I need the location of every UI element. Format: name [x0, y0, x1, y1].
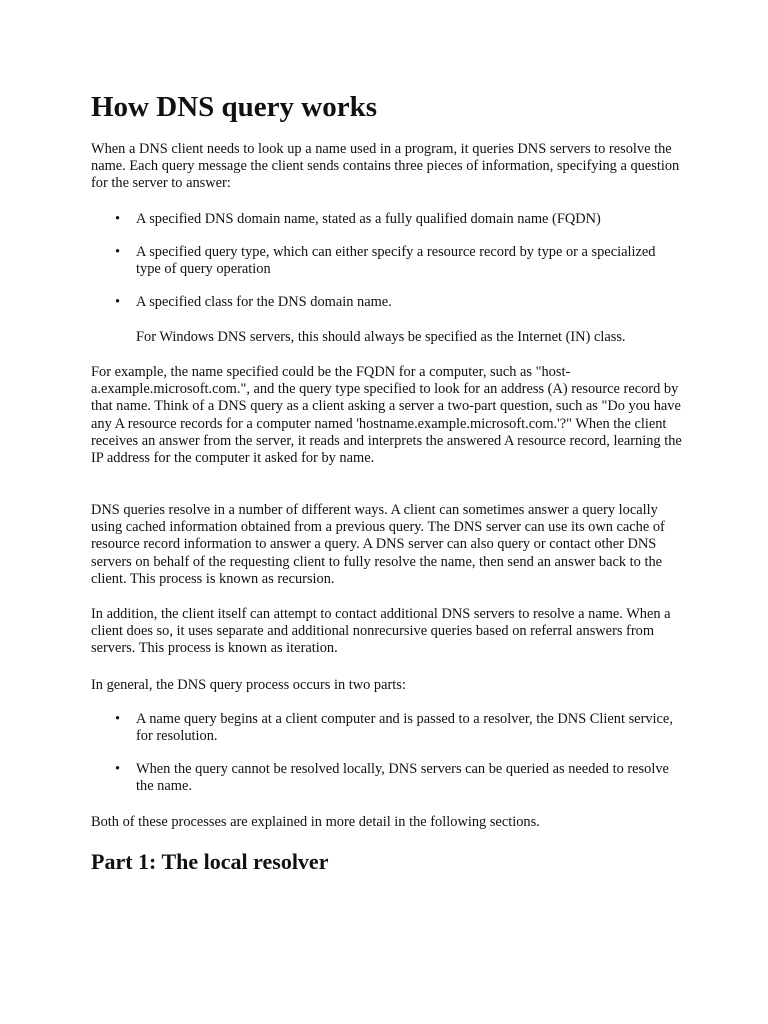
iteration-paragraph: In addition, the client itself can attempt to contact additional DNS servers to resolve a name. When a client does so, it uses separate and additional nonrecursive queries based on referral answers from servers. This process is known as iteration.	[91, 606, 671, 657]
intro-paragraph: When a DNS client needs to look up a name used in a program, it queries DNS servers to resolve the name. Each query message the client sends contains three pieces of information, specifying a question for the server to answer:	[91, 141, 680, 192]
resolve-paragraph: DNS queries resolve in a number of different ways. A client can sometimes answer a query locally using cached information obtained from a previous query. The DNS server can use its own cache of resource record information to answer a query. A DNS server can also query or contact other DNS servers on behalf of the requesting client to fully resolve the name, then send an answer back to the client. This process is known as recursion.	[91, 502, 665, 587]
list-item-text: A specified query type, which can either specify a resource record by type or a specialized type of query operation	[136, 244, 656, 278]
closing-paragraph: Both of these processes are explained in more detail in the following sections.	[91, 814, 540, 830]
list-item-text: When the query cannot be resolved locally, DNS servers can be queried as needed to resolve the name.	[136, 761, 669, 795]
list-item-text: A specified DNS domain name, stated as a fully qualified domain name (FQDN)	[136, 211, 601, 227]
parts-intro: In general, the DNS query process occurs in two parts:	[91, 677, 406, 693]
page-title: How DNS query works	[91, 91, 377, 123]
section-heading: Part 1: The local resolver	[91, 849, 329, 874]
bullet-icon: •	[115, 761, 121, 777]
bullet-icon: •	[115, 211, 121, 227]
class-note: For Windows DNS servers, this should always be specified as the Internet (IN) class.	[136, 329, 626, 345]
bullet-icon: •	[115, 711, 121, 727]
list-item-text: A name query begins at a client computer and is passed to a resolver, the DNS Client service, for resolution.	[136, 711, 673, 745]
bullet-icon: •	[115, 294, 121, 310]
list-item-text: A specified class for the DNS domain name.	[136, 294, 392, 310]
bullet-icon: •	[115, 244, 121, 260]
example-paragraph: For example, the name specified could be the FQDN for a computer, such as "host-a.example.microsoft.com.", and the query type specified to look for an address (A) resource record by that name. Think of a DNS query as a client asking a server a two-part question, such as "Do you have any A resource records for a computer named 'hostname.example.microsoft.com.'?" When the client receives an answer from the server, it reads and interprets the answered A resource record, learning the IP address for the computer it asked for by name.	[91, 364, 682, 467]
